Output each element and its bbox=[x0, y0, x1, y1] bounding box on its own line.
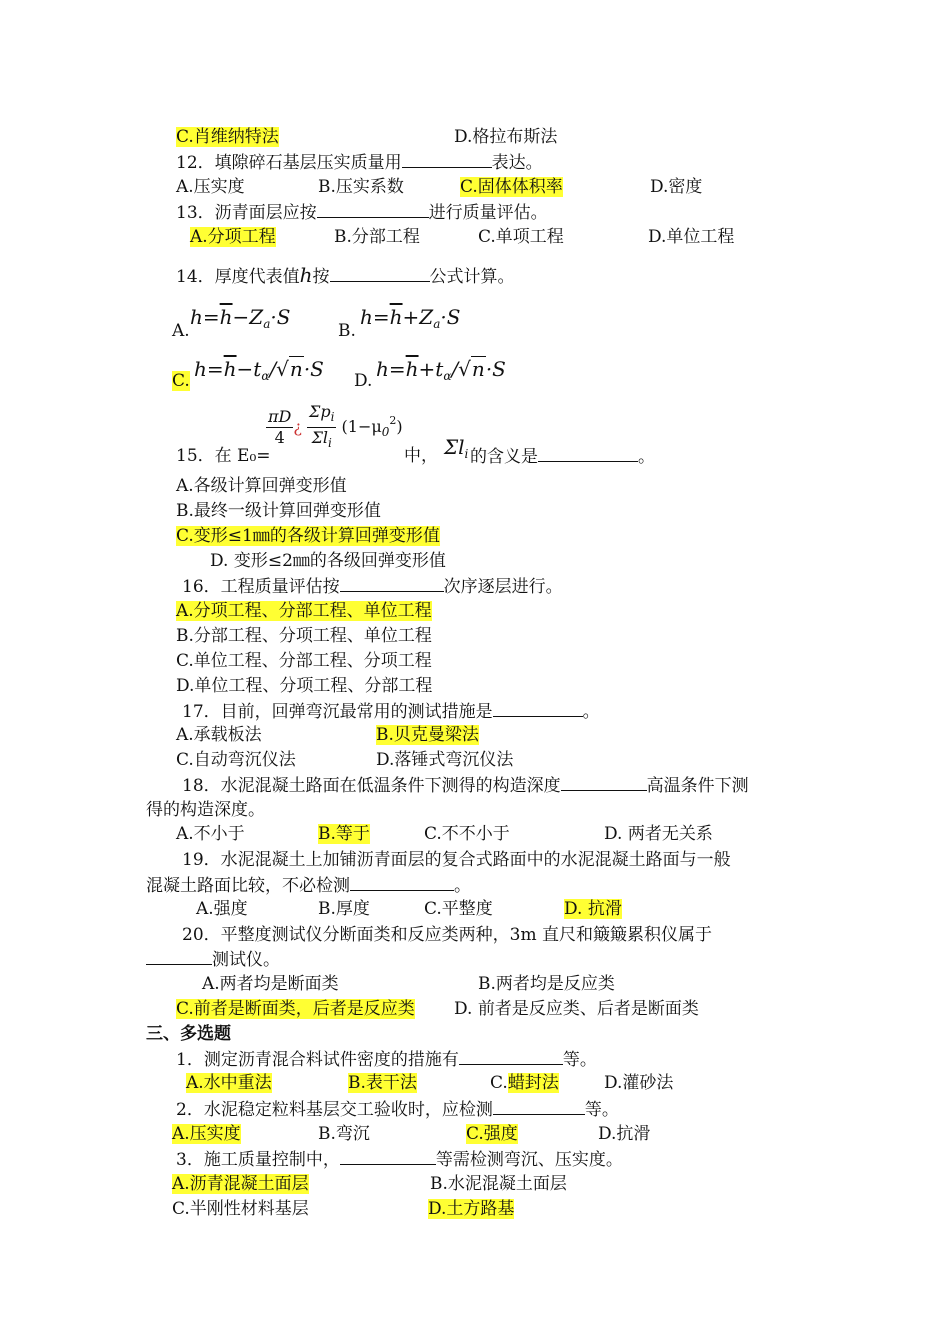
q13-stem: 13．沥青面层应按 进行质量评估。 bbox=[176, 203, 548, 223]
m3-stem: 3．施工质量控制中， 等需检测弯沉、压实度。 bbox=[176, 1150, 623, 1170]
q12-option-d: D.密度 bbox=[650, 177, 703, 197]
q20-stem-1: 20．平整度测试仪分断面类和反应类两种，3m 直尺和簸簸累积仪属于 bbox=[182, 925, 712, 945]
q14-formula-a: $h=\overline{h}-Z_a\cdot S$ bbox=[190, 305, 291, 331]
q14-stem: 14．厚度代表值h按 公式计算。 bbox=[176, 263, 515, 287]
q11-option-c: C.肖维纳特法 bbox=[176, 127, 279, 147]
q13-option-c: C.单项工程 bbox=[478, 227, 564, 247]
q13-option-b: B.分部工程 bbox=[334, 227, 420, 247]
q19-stem-1: 19．水泥混凝土上加铺沥青面层的复合式路面中的水泥混凝土路面与一般 bbox=[182, 850, 731, 870]
q17-option-a: A.承载板法 bbox=[176, 725, 262, 745]
q19-stem-2: 混凝土路面比较，不必检测 。 bbox=[146, 876, 471, 896]
q14-formula-d: $h=\overline{h}+t_\alpha/√n\cdot S$ bbox=[376, 357, 506, 383]
section-heading-multiple-choice: 三、多选题 bbox=[146, 1024, 231, 1044]
q15-option-b: B.最终一级计算回弹变形值 bbox=[176, 501, 381, 521]
q19-option-d: D. 抗滑 bbox=[564, 899, 622, 919]
q14-option-a-label: A. bbox=[172, 321, 190, 341]
m2-option-d: D.抗滑 bbox=[598, 1124, 651, 1144]
q18-option-a: A.不小于 bbox=[176, 824, 245, 844]
q16-option-a: A.分项工程、分部工程、单位工程 bbox=[176, 601, 432, 621]
q19-option-a: A.强度 bbox=[196, 899, 248, 919]
q15-formula-e0: $\frac{\pi D}{4}$ ¿ $\frac{\Sigma p_i}{\Sigma l_i}$ $(1-\mu_0^2)$ bbox=[268, 402, 403, 450]
q17-stem: 17．目前，回弹弯沉最常用的测试措施是 。 bbox=[182, 702, 600, 722]
m2-option-a: A.压实度 bbox=[172, 1124, 241, 1144]
q20-option-c: C.前者是断面类，后者是反应类 bbox=[176, 999, 415, 1019]
q18-stem-1: 18．水泥混凝土路面在低温条件下测得的构造深度 高温条件下测 bbox=[182, 776, 749, 796]
q14-option-b-label: B. bbox=[338, 321, 356, 341]
q12-option-a: A.压实度 bbox=[176, 177, 245, 197]
m1-option-d: D.灌砂法 bbox=[604, 1073, 674, 1093]
m1-option-a: A.水中重法 bbox=[186, 1073, 272, 1093]
q13-option-d: D.单位工程 bbox=[648, 227, 735, 247]
m3-option-b: B.水泥混凝土面层 bbox=[430, 1174, 567, 1194]
q12-stem: 12．填隙碎石基层压实质量用 表达。 bbox=[176, 153, 543, 173]
q18-option-c: C.不不小于 bbox=[424, 824, 510, 844]
q18-option-b: B.等于 bbox=[318, 824, 370, 844]
q16-stem: 16．工程质量评估按 次序逐层进行。 bbox=[182, 577, 563, 597]
q18-stem-2: 得的构造深度。 bbox=[146, 800, 265, 820]
q17-option-c: C.自动弯沉仪法 bbox=[176, 750, 296, 770]
q15-sum-li: $\Sigma l_i$ bbox=[444, 435, 469, 461]
q12-option-c: C.固体体积率 bbox=[460, 177, 563, 197]
q14-formula-b: $h=\overline{h}+Z_a\cdot S$ bbox=[360, 305, 461, 331]
q12-option-b: B.压实系数 bbox=[318, 177, 404, 197]
m2-option-b: B.弯沉 bbox=[318, 1124, 370, 1144]
q20-option-b: B.两者均是反应类 bbox=[478, 974, 615, 994]
q20-option-d: D. 前者是反应类、后者是断面类 bbox=[454, 999, 699, 1019]
q19-option-b: B.厚度 bbox=[318, 899, 370, 919]
q15-option-d: D. 变形≤2㎜的各级回弹变形值 bbox=[210, 551, 446, 571]
q14-formula-c: $h=\overline{h}-t_\alpha/√n\cdot S$ bbox=[194, 357, 324, 383]
m3-option-d: D.土方路基 bbox=[428, 1199, 515, 1219]
m1-option-b: B.表干法 bbox=[348, 1073, 417, 1093]
q15-stem-a: 15．在 E₀= bbox=[176, 446, 271, 466]
m3-option-a: A.沥青混凝土面层 bbox=[172, 1174, 309, 1194]
m2-stem: 2．水泥稳定粒料基层交工验收时，应检测 等。 bbox=[176, 1100, 619, 1120]
q15-stem-b: 中， bbox=[404, 446, 438, 466]
q11-option-d: D.格拉布斯法 bbox=[454, 127, 558, 147]
q20-option-a: A.两者均是断面类 bbox=[202, 974, 339, 994]
q14-option-c-label: C. bbox=[172, 371, 190, 391]
q15-stem-c: 的含义是 。 bbox=[470, 447, 655, 467]
q16-option-b: B.分部工程、分项工程、单位工程 bbox=[176, 626, 432, 646]
q14-option-d-label: D. bbox=[354, 371, 373, 391]
q15-option-c: C.变形≤1㎜的各级计算回弹变形值 bbox=[176, 526, 440, 546]
m2-option-c: C.强度 bbox=[466, 1124, 518, 1144]
q17-option-b: B.贝克曼梁法 bbox=[376, 725, 479, 745]
q16-option-c: C.单位工程、分部工程、分项工程 bbox=[176, 651, 432, 671]
q15-option-a: A.各级计算回弹变形值 bbox=[176, 476, 347, 496]
q18-option-d: D. 两者无关系 bbox=[604, 824, 713, 844]
q16-option-d: D.单位工程、分项工程、分部工程 bbox=[176, 676, 433, 696]
m3-option-c: C.半刚性材料基层 bbox=[172, 1199, 309, 1219]
m1-stem: 1．测定沥青混合料试件密度的措施有 等。 bbox=[176, 1050, 597, 1070]
m1-option-c: C.蜡封法 bbox=[490, 1073, 559, 1093]
q13-option-a: A.分项工程 bbox=[190, 227, 276, 247]
q20-stem-2: 测试仪。 bbox=[146, 948, 280, 971]
q19-option-c: C.平整度 bbox=[424, 899, 493, 919]
q17-option-d: D.落锤式弯沉仪法 bbox=[376, 750, 514, 770]
